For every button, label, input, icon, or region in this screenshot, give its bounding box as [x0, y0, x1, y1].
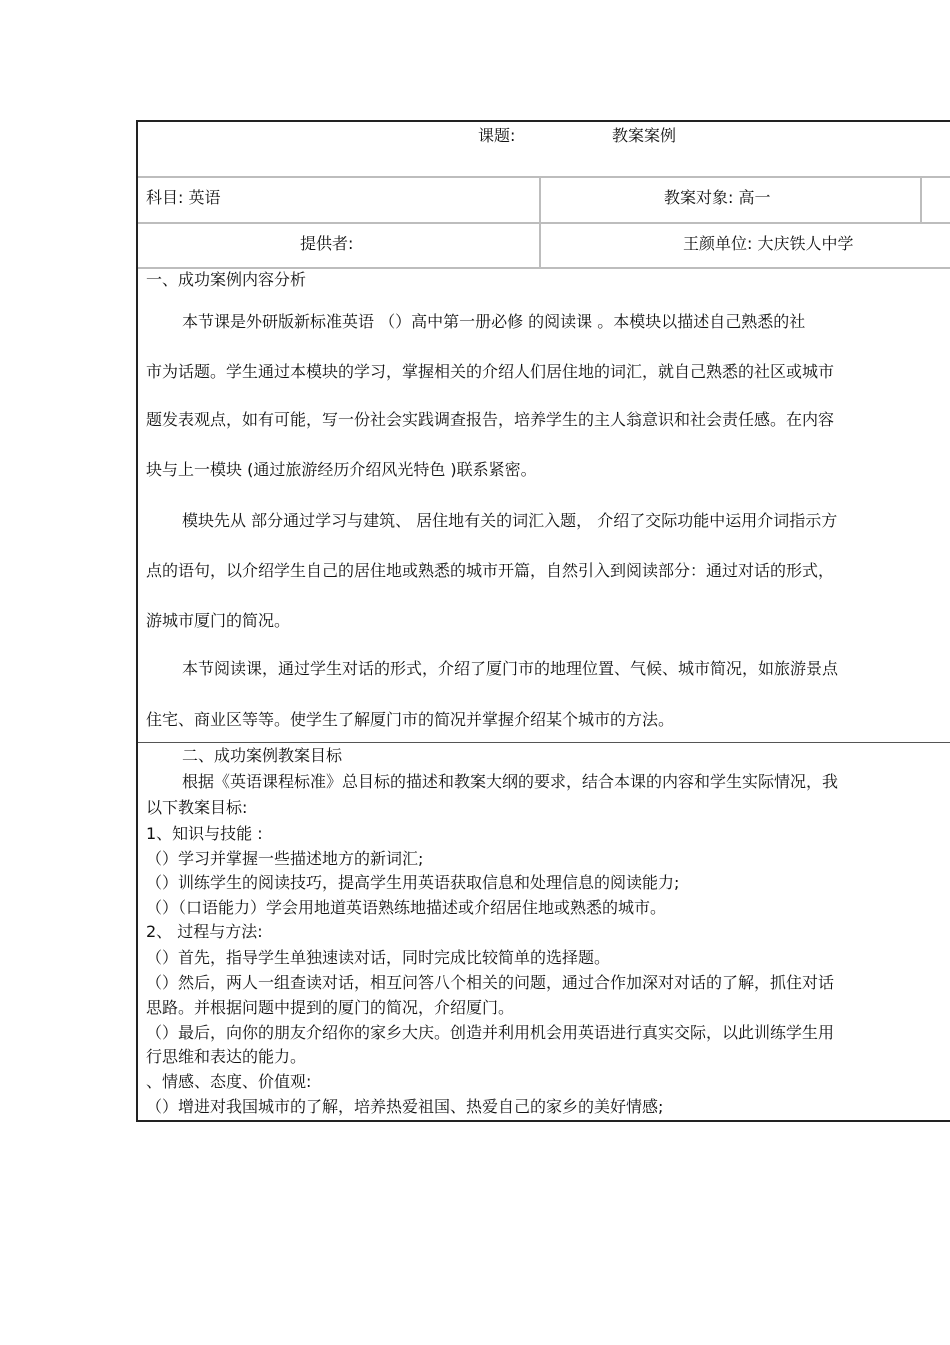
section2-line: 行思维和表达的能力。 — [146, 1047, 307, 1066]
section2-line: 以下教案目标: — [146, 798, 248, 817]
section2-title: 二、成功案例教案目标 — [182, 746, 343, 765]
provider-unit: 王颜单位: 大庆铁人中学 — [683, 234, 854, 253]
section2-line: （）然后，两人一组查读对话，相互问答八个相关的问题，通过合作加深对对话的了解，抓住对话 — [146, 973, 835, 992]
section2-line: 1、知识与技能 : — [146, 824, 263, 843]
topic-label: 课题: — [478, 126, 516, 145]
section1-paragraph-line: 块与上一模块 (通过旅游经历介绍风光特色 )联系紧密。 — [146, 460, 537, 479]
section2-line: （）学习并掌握一些描述地方的新词汇; — [146, 849, 424, 868]
section1-paragraph-line: 点的语句，以介绍学生自己的居住地或熟悉的城市开篇，自然引入到阅读部分：通过对话的形式， — [146, 561, 835, 580]
section2-line: 2、 过程与方法: — [146, 922, 263, 941]
section2-line: 、情感、态度、价值观: — [146, 1072, 312, 1091]
section1-paragraph-line: 模块先从 部分通过学习与建筑、 居住地有关的词汇入题， 介绍了交际功能中运用介词指示方 — [182, 511, 838, 530]
section2-line: （）训练学生的阅读技巧，提高学生用英语获取信息和处理信息的阅读能力; — [146, 873, 680, 892]
section2-line: （）首先，指导学生单独速读对话，同时完成比较简单的选择题。 — [146, 948, 611, 967]
section2-line: （）（口语能力）学会用地道英语熟练地描述或介绍居住地或熟悉的城市。 — [146, 898, 667, 917]
column-divider — [920, 177, 922, 223]
subject-cell: 科目: 英语 — [146, 188, 221, 207]
row-divider — [138, 176, 950, 178]
section1-paragraph-line: 题发表观点，如有可能，写一份社会实践调查报告，培养学生的主人翁意识和社会责任感。在内容 — [146, 410, 835, 429]
section1-paragraph-line: 市为话题。学生通过本模块的学习，掌握相关的介绍人们居住地的词汇，就自己熟悉的社区或城市 — [146, 362, 835, 381]
section1-title: 一、成功案例内容分析 — [146, 270, 307, 289]
column-divider — [539, 177, 541, 269]
topic-value: 教案案例 — [612, 126, 677, 145]
section2-line: 根据《英语课程标准》总目标的描述和教案大纲的要求，结合本课的内容和学生实际情况，我 — [182, 772, 839, 791]
section2-line: （）增进对我国城市的了解，培养热爱祖国、热爱自己的家乡的美好情感; — [146, 1097, 664, 1116]
section-divider — [138, 742, 950, 743]
target-cell: 教案对象: 高一 — [664, 188, 771, 207]
row-divider — [138, 267, 950, 269]
section1-paragraph-line: 游城市厦门的简况。 — [146, 611, 291, 630]
row-divider — [138, 222, 950, 224]
provider-label: 提供者: — [300, 234, 354, 253]
section1-paragraph-line: 住宅、商业区等等。使学生了解厦门市的简况并掌握介绍某个城市的方法。 — [146, 710, 675, 729]
section1-paragraph-line: 本节阅读课，通过学生对话的形式，介绍了厦门市的地理位置、气候、城市简况，如旅游景点 — [182, 659, 839, 678]
section2-line: 思路。并根据问题中提到的厦门的简况，介绍厦门。 — [146, 998, 515, 1017]
lesson-plan-table — [136, 120, 950, 1122]
section1-paragraph-line: 本节课是外研版新标准英语 （）高中第一册必修 的阅读课 。本模块以描述自己熟悉的社 — [182, 312, 806, 331]
section2-line: （）最后，向你的朋友介绍你的家乡大庆。创造并利用机会用英语进行真实交际，以此训练学生用 — [146, 1023, 835, 1042]
